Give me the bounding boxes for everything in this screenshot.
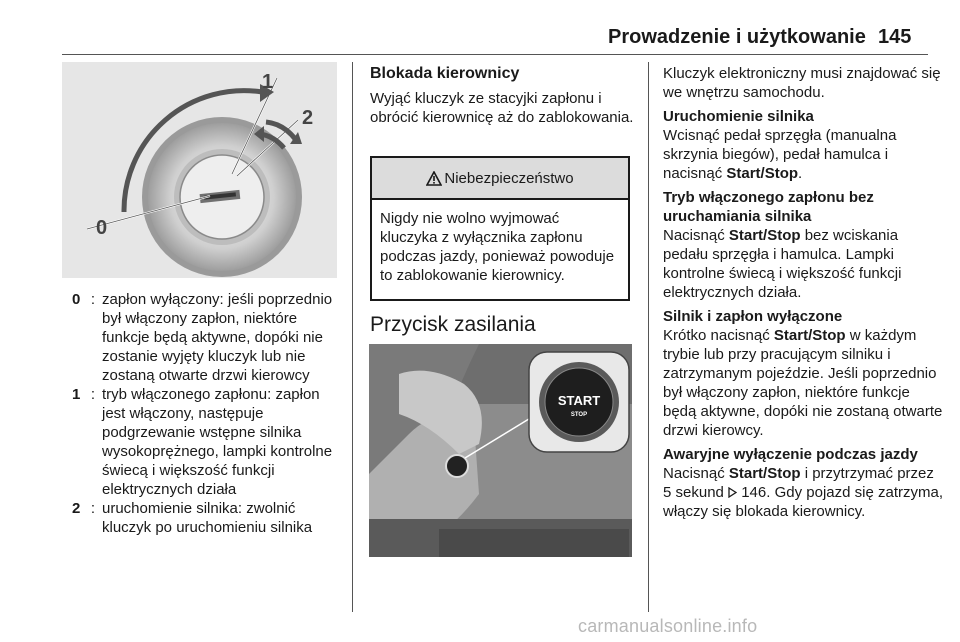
power-button-title: Przycisk zasilania [370,313,536,336]
text-run: Nacisnąć [663,465,729,482]
engine-start-heading: Uruchomienie silnika [663,108,814,125]
engine-start-text [663,126,943,183]
text-run: . [798,165,803,182]
arrow-ref-icon [728,487,737,498]
text-run: Wcisnąć pedał sprzęgła (manualna skrzynia biegów), pedał hamulca i nacisnąć [663,127,897,182]
text-run: i przytrzymać przez 5 sekund [663,465,934,501]
legend-item [72,290,344,385]
emergency-off-text [663,464,943,521]
intro-text: Kluczyk elektroniczny musi znajdować się we wnętrzu samochodu. [663,65,941,101]
legend-text: uruchomienie silnika: zwolnić kluczyk po uruchomieniu silnika [102,500,313,536]
legend-separator: : [90,500,96,517]
legend-item [72,499,344,537]
legend-key: 2 [72,500,81,517]
position-label-1: 1 [262,71,274,93]
legend-separator: : [90,291,96,308]
text-run: bez wciskania pedału sprzęgła i hamulca. Lampki kontrolne świecą i większość funkcji elektrycznych działa. [663,227,902,301]
legend-key: 0 [72,291,81,308]
emergency-off-heading: Awaryjne wyłączenie podczas jazdy [663,446,918,463]
engine-off-heading: Silnik i zapłon wyłączone [663,308,843,325]
ignition-switch-illustration [62,62,337,278]
header-rule [62,54,928,55]
steering-lock-section [370,64,634,127]
warning-triangle-icon [426,171,442,186]
column-divider [648,62,649,612]
start-stop-term: Start/Stop [726,165,799,182]
start-stop-term: Start/Stop [728,465,801,482]
emergency-off-block [663,445,943,521]
start-stop-term: Start/Stop [773,327,846,344]
legend-text: tryb włączonego zapłonu: zapłon jest włączony, następuje podgrzewanie wstępne silnika wysokoprężnego, lampki kontrolne świecą i większość funkcji elektrycznych działa [102,386,333,498]
start-label: START [557,393,601,408]
text-run: Krótko nacisnąć [663,327,774,344]
page-number: 145 [878,26,912,48]
legend-item [72,385,344,499]
engine-off-text [663,326,943,440]
ignition-mode-heading: Tryb włączonego zapłonu bez uruchamiania silnika [663,189,874,225]
stop-label: STOP [570,412,588,418]
position-legend [72,290,344,537]
warning-header [372,158,628,200]
danger-warning-box [370,156,630,301]
legend-text: zapłon wyłączony: jeśli poprzednio był włączony zapłon, niektóre funkcje będą aktywne, dopóki nie zostanie wyjęty kluczyk lub nie zostaną otwarte drzwi kierowcy [102,291,333,384]
start-stop-instructions [663,64,943,526]
ignition-mode-text [663,226,943,302]
header-title: Prowadzenie i użytkowanie [608,26,866,48]
text-run: . Gdy pojazd się zatrzyma, włączy się blokada kierownicy. [663,484,943,520]
column-divider [352,62,353,612]
engine-off-block [663,307,943,440]
warning-text: Nigdy nie wolno wyjmować kluczyka z wyłącznika zapłonu podczas jazdy, ponieważ powoduje to zablokowanie kierownicy. [380,210,615,284]
start-stop-button-photo [369,344,632,557]
legend-key: 1 [72,386,81,403]
text-run: w każdym trybie lub przy pracującym silniku i zatrzymanym pojeździe. Jeśli poprzednio był włączony zapłon, niektóre funkcje będą aktywne, dopóki nie zostaną otwarte drzwi kierowcy. [663,327,943,439]
watermark: carmanualsonline.info [578,616,758,636]
steering-lock-text: Wyjąć kluczyk ze stacyjki zapłonu i obrócić kierownicę aż do zablokowania. [370,90,634,126]
text-run: Nacisnąć [663,227,729,244]
start-stop-term: Start/Stop [728,227,801,244]
page-reference[interactable]: 146 [737,484,767,501]
ignition-mode-block [663,188,943,302]
steering-lock-heading: Blokada kierownicy [370,65,520,82]
engine-start-block [663,107,943,183]
legend-separator: : [90,386,96,403]
position-label-2: 2 [302,107,314,129]
position-label-0: 0 [96,217,108,239]
warning-title: Niebezpieczeństwo [444,169,574,187]
